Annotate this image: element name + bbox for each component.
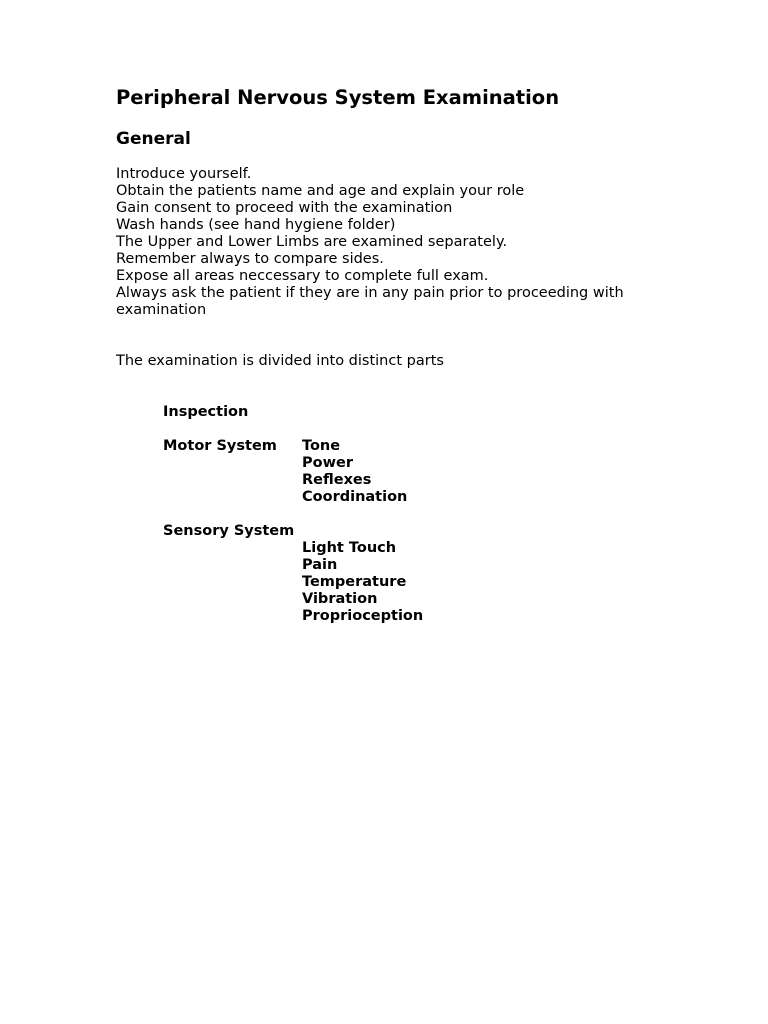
instruction-line: Introduce yourself. [116, 166, 252, 182]
general-instructions-list [116, 166, 676, 319]
motor-item: Tone [302, 438, 341, 454]
part-label-inspection: Inspection [163, 404, 249, 420]
instruction-line: Wash hands (see hand hygiene folder) [116, 217, 396, 233]
instruction-line: Expose all areas neccessary to complete full exam. [116, 268, 489, 284]
section-heading-general: General [116, 129, 191, 149]
instruction-line: Gain consent to proceed with the examination [116, 200, 453, 216]
parts-intro-text: The examination is divided into distinct parts [116, 353, 444, 369]
motor-item: Reflexes [302, 472, 372, 488]
motor-system-items [302, 438, 407, 506]
part-label-sensory-system: Sensory System [163, 523, 295, 539]
sensory-item: Pain [302, 557, 338, 573]
instruction-line: Remember always to compare sides. [116, 251, 384, 267]
part-sensory-system [163, 523, 483, 625]
instruction-line: Obtain the patients name and age and explain your role [116, 183, 525, 199]
instruction-line: The Upper and Lower Limbs are examined separately. [116, 234, 508, 250]
sensory-item: Light Touch [302, 540, 397, 556]
part-motor-system [163, 438, 483, 506]
document-title: Peripheral Nervous System Examination [116, 86, 560, 109]
sensory-item: Proprioception [302, 608, 424, 624]
instruction-line: Always ask the patient if they are in any pain prior to proceeding with examination [116, 285, 624, 318]
sensory-system-items [302, 540, 423, 625]
examination-parts [163, 404, 483, 642]
motor-item: Power [302, 455, 353, 471]
motor-item: Coordination [302, 489, 408, 505]
sensory-item: Temperature [302, 574, 407, 590]
sensory-item: Vibration [302, 591, 378, 607]
part-inspection [163, 404, 483, 421]
part-label-motor-system: Motor System [163, 438, 277, 454]
